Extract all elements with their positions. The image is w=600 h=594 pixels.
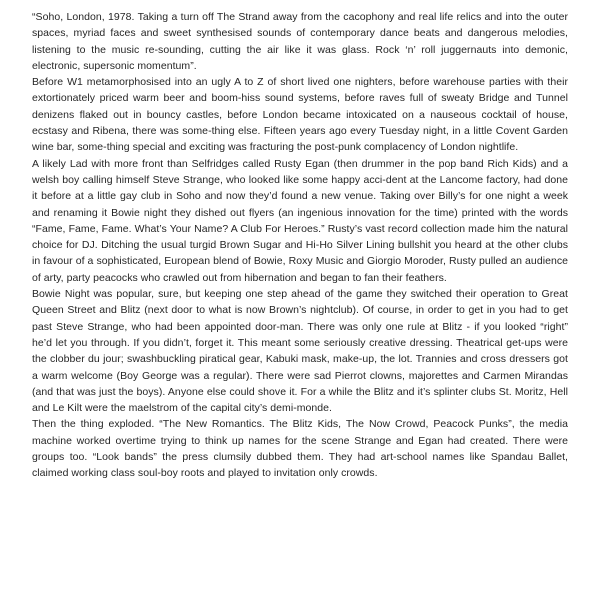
paragraph-new-romantics: Then the thing exploded. “The New Romantics. The Blitz Kids, The Now Crowd, Peacock Punks”, the media machine worked overtime trying to think up names for the scene Strange and Egan had created. There were groups too. “Look bands” the press clumsily dubbed them. They had art-school names like Spandau Ballet, claimed working class soul-boy roots and played to invitation only crowds. [32,418,568,480]
article-body [32,9,568,482]
paragraph-soho-intro: “Soho, London, 1978. Taking a turn off The Strand away from the cacophony and real life relics and into the outer spaces, myriad faces and sweet synthesised sounds of contemporary dance beats and dangerous melodies, listening to the music re-sounding, cutting the air like it was glass. Rock ‘n’ roll juggernauts into demonic, electronic, supersonic momentum”. [32,11,568,72]
paragraph-bowie-night: Bowie Night was popular, sure, but keeping one step ahead of the game they switched their operation to Great Queen Street and Blitz (next door to what is now Brown’s nightclub). Of course, in order to get in you had to get past Steve Strange, who had been appointed door-man. There was only one rule at Blitz - if you looked “right” he’d let you through. If you didn’t, forget it. This meant some seriously creative dressing. Theatrical get-ups were the clobber du jour; swashbuckling piratical gear, Kabuki mask, make-up, the lot. Trannies and cross dressers got a warm welcome (Boy George was a regular). There were sad Pierrot clowns, majorettes and Carmen Mirandas (and that was just the boys). Anyone else could shove it. For a while the Blitz and it’s splinter clubs St. Moritz, Hell and Le Kilt were the maelstrom of the capital city’s demi-monde. [32,288,568,415]
paragraph-before-w1: Before W1 metamorphosised into an ugly A to Z of short lived one nighters, before warehouse parties with their extortionately priced warm beer and boom-hiss sound systems, before raves full of sweaty Bridge and Tunnel denizens flaked out in bouncy castles, before London became intoxicated on a nauseous cocktail of house, ecstasy and Ribena, there was some-thing else. Fifteen years ago every Tuesday night, in a little Covent Garden wine bar, some-thing special and exciting was fracturing the post-punk complacency of London nightlife. [32,76,568,154]
paragraph-rusty-egan: A likely Lad with more front than Selfridges called Rusty Egan (then drummer in the pop band Rich Kids) and a welsh boy calling himself Steve Strange, who looked like some happy acci-dent at the Lancome factory, had done it before at a little gay club in Soho and now they’d found a new venue. Taking over Billy’s for one night a week and renaming it Bowie night they dished out flyers (an ingenious innovation for the time) printed with the words “Fame, Fame, Fame. What’s Your Name? A Club For Heroes.” Rusty’s vast record collection made him the natural choice for DJ. Ditching the usual turgid Brown Sugar and Hi-Ho Silver Lining bullshit you heard at the other clubs in favour of a sophisticated, European blend of Bowie, Roxy Music and Giorgio Moroder, Rusty pulled an audience of arty, party peacocks who crawled out from hibernation and began to fan their feathers. [32,157,568,284]
